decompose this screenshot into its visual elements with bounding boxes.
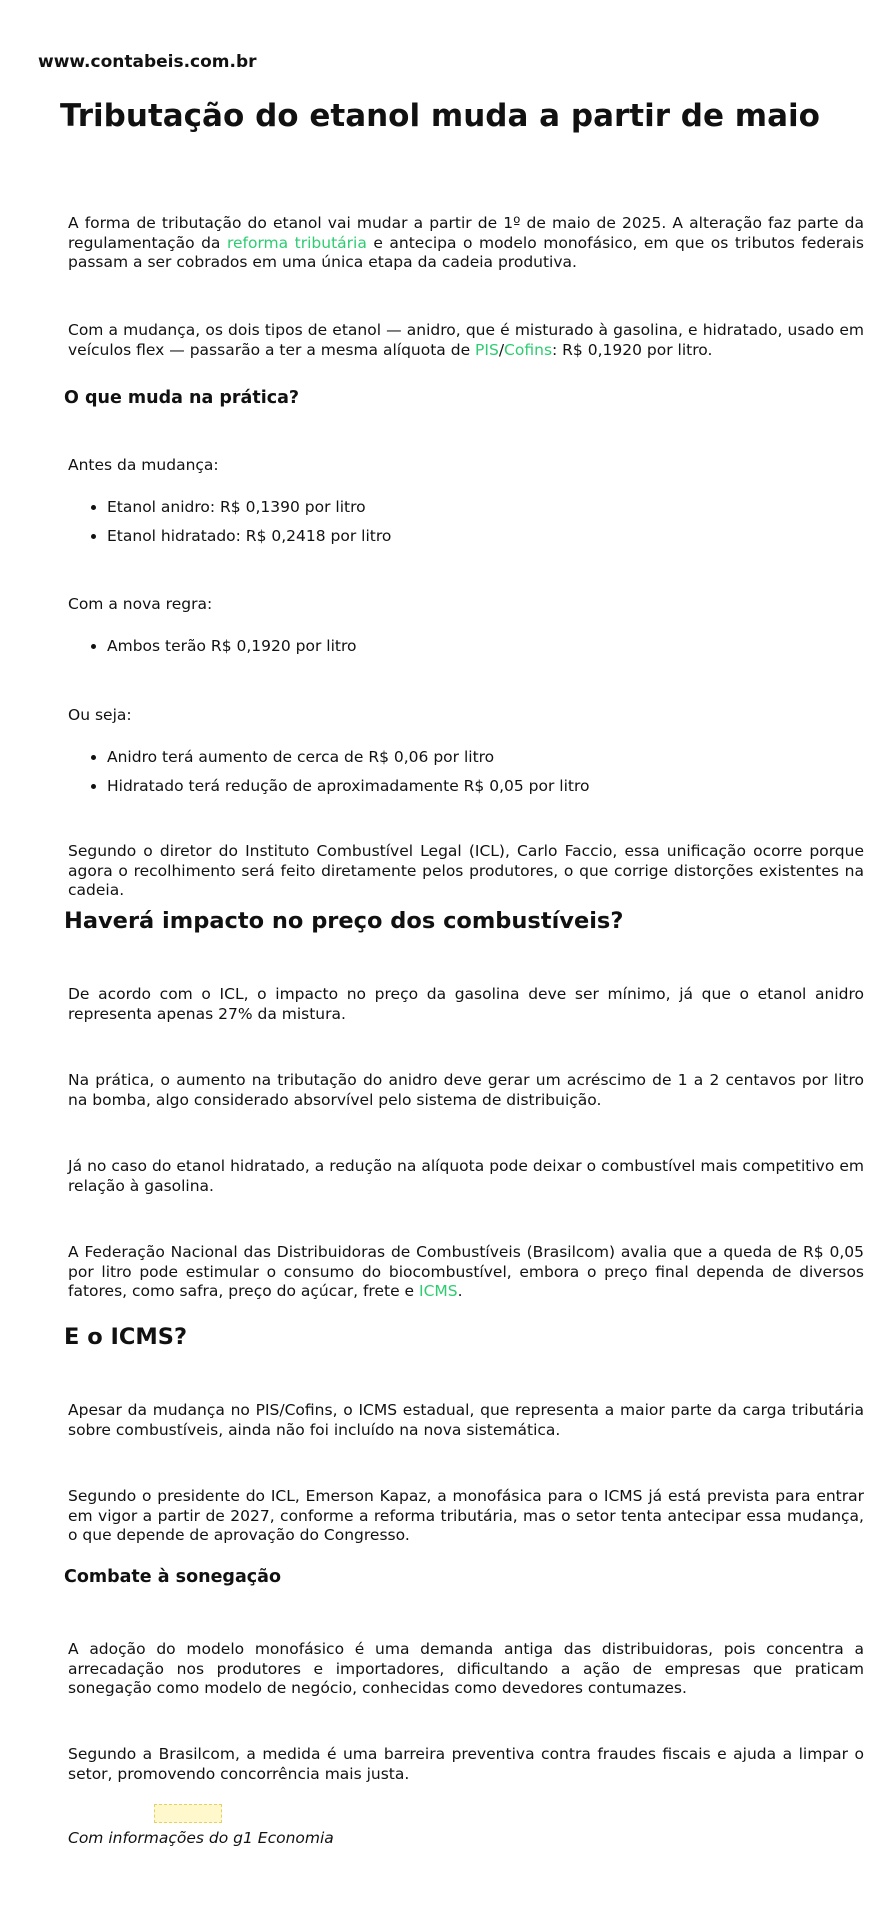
paragraph-barreira: Segundo a Brasilcom, a medida é uma barreira preventiva contra fraudes fiscais e ajuda a limpar o setor, promovendo concorrência mais justa. bbox=[68, 1745, 864, 1783]
text-span: A Federação Nacional das Distribuidoras de Combustíveis (Brasilcom) avalia que a queda de R$ 0,05 por litro pode estimular o consumo do biocombustível, embora o preço final dependa de diversos fatores, como safra, preço do açúcar, frete e bbox=[68, 1243, 864, 1300]
list-antes bbox=[107, 497, 391, 555]
text-span: Com a mudança, os dois tipos de etanol — anidro, que é misturado à gasolina, e hidratado, usado em veículos flex — passarão a ter a mesma alíquota de bbox=[68, 321, 864, 359]
site-url: www.contabeis.com.br bbox=[38, 52, 257, 72]
link-cofins[interactable]: Cofins bbox=[504, 340, 553, 359]
paragraph-icms-estadual: Apesar da mudança no PIS/Cofins, o ICMS estadual, que representa a maior parte da carga tributária sobre combustíveis, ainda não foi incluído na nova sistemática. bbox=[68, 1401, 864, 1439]
link-icms[interactable]: ICMS bbox=[419, 1282, 458, 1300]
paragraph-monofasico: A adoção do modelo monofásico é uma demanda antiga das distribuidoras, pois concentra a arrecadação nos produtores e importadores, dificultando a ação de empresas que praticam sonegação como modelo de negócio, conhecidas como devedores contumazes. bbox=[68, 1640, 864, 1697]
heading-impacto: Haverá impacto no preço dos combustíveis? bbox=[64, 908, 624, 934]
heading-pratica: O que muda na prática? bbox=[64, 388, 300, 408]
list-item: • Etanol hidratado: R$ 0,2418 por litro bbox=[107, 526, 391, 546]
paragraph-impacto-gasolina: De acordo com o ICL, o impacto no preço da gasolina deve ser mínimo, já que o etanol anidro representa apenas 27% da mistura. bbox=[68, 985, 864, 1023]
embed-placeholder bbox=[154, 1804, 222, 1823]
paragraph-brasilcom bbox=[68, 1243, 864, 1302]
label-nova-regra: Com a nova regra: bbox=[68, 595, 213, 613]
paragraph-acrescimo: Na prática, o aumento na tributação do anidro deve gerar um acréscimo de 1 a 2 centavos por litro na bomba, algo considerado absorvível pelo sistema de distribuição. bbox=[68, 1071, 864, 1109]
text-span: / bbox=[498, 340, 505, 359]
text-span: . bbox=[457, 1282, 463, 1300]
paragraph-icl: Segundo o diretor do Instituto Combustível Legal (ICL), Carlo Faccio, essa unificação ocorre porque agora o recolhimento será feito diretamente pelos produtores, o que corrige distorções existentes na cadeia. bbox=[68, 842, 864, 899]
list-item: • Hidratado terá redução de aproximadamente R$ 0,05 por litro bbox=[107, 776, 589, 796]
source-credit: Com informações do g1 Economia bbox=[68, 1829, 334, 1847]
list-nova-regra bbox=[107, 636, 356, 665]
label-antes: Antes da mudança: bbox=[68, 456, 219, 474]
paragraph-aliquota bbox=[68, 321, 864, 360]
link-pis[interactable]: PIS bbox=[475, 340, 499, 359]
text-span: e antecipa o modelo monofásico, em que os tributos federais passam a ser cobrados em uma única etapa da cadeia produtiva. bbox=[68, 233, 864, 271]
link-reforma-tributaria[interactable]: reforma tributária bbox=[226, 233, 367, 252]
heading-icms: E o ICMS? bbox=[64, 1324, 188, 1350]
paragraph-intro bbox=[68, 214, 864, 273]
list-item: • Etanol anidro: R$ 0,1390 por litro bbox=[107, 497, 391, 517]
paragraph-hidratado: Já no caso do etanol hidratado, a redução na alíquota pode deixar o combustível mais competitivo em relação à gasolina. bbox=[68, 1157, 864, 1195]
article-title: Tributação do etanol muda a partir de maio bbox=[60, 98, 820, 134]
label-ou-seja: Ou seja: bbox=[68, 706, 132, 724]
text-span: : R$ 0,1920 por litro. bbox=[552, 340, 713, 359]
paragraph-kapaz: Segundo o presidente do ICL, Emerson Kapaz, a monofásica para o ICMS já está prevista para entrar em vigor a partir de 2027, conforme a reforma tributária, mas o setor tenta antecipar essa mudança, o que depende de aprovação do Congresso. bbox=[68, 1487, 864, 1544]
list-ou-seja bbox=[107, 747, 589, 805]
list-item: • Ambos terão R$ 0,1920 por litro bbox=[107, 636, 356, 656]
list-item: • Anidro terá aumento de cerca de R$ 0,06 por litro bbox=[107, 747, 589, 767]
heading-sonegacao: Combate à sonegação bbox=[64, 1567, 281, 1587]
text-span: A forma de tributação do etanol vai mudar a partir de 1º de maio de 2025. A alteração faz parte da regulamentação da bbox=[68, 214, 864, 252]
